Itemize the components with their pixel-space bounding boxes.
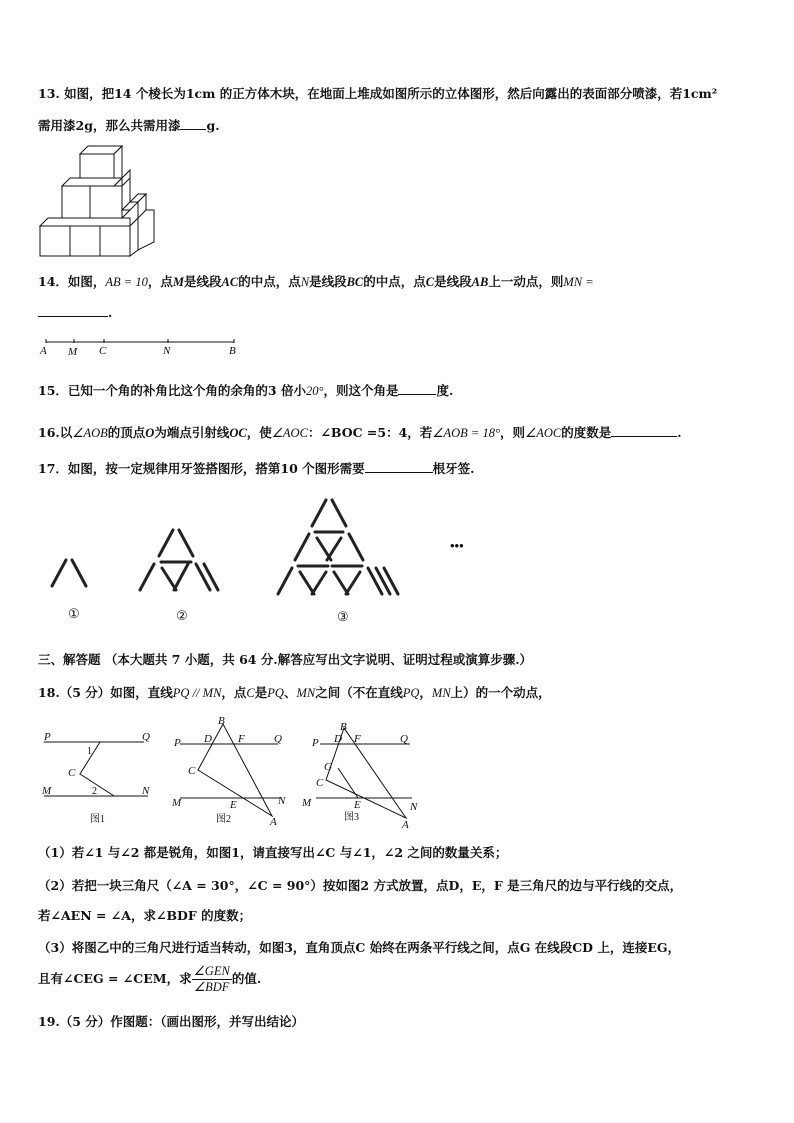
q14-text: 是线段 — [434, 274, 472, 289]
label-q: Q — [142, 731, 150, 743]
label-q: Q — [274, 733, 282, 745]
label-d: D — [204, 733, 212, 745]
q18-text: 上）的一个动点， — [450, 685, 551, 700]
q17-answer-blank[interactable] — [365, 460, 433, 473]
q14-text: 是线段 — [184, 274, 222, 289]
label-c: C — [316, 777, 324, 789]
q18-figure-2 — [168, 712, 292, 828]
caption-fig3: 图3 — [344, 812, 359, 823]
q15-text: ，则这个角是 — [323, 383, 399, 398]
toothpick-pattern-figure — [40, 490, 490, 630]
cube-stack-figure — [38, 146, 156, 258]
q16-text: ，则 — [499, 425, 525, 440]
caption-fig2: 图2 — [216, 814, 231, 825]
segment-eg — [338, 768, 358, 798]
q16-period: . — [677, 425, 682, 440]
q18-part2-line1: （2）若把一块三角尺（∠A = 30°，∠C = 90°）按如图2 方式放置，点D，E，F 是三角尺的边与平行线的交点， — [38, 878, 683, 893]
q16-aob-value: ∠AOB = 18° — [432, 426, 500, 440]
label-n: N — [163, 345, 171, 357]
label-e: E — [354, 799, 361, 811]
q14-text: ，点 — [147, 274, 173, 289]
q18-line — [38, 683, 551, 701]
q18-part2-line2: 若∠AEN = ∠A，求∠BDF 的度数； — [38, 908, 252, 923]
q14-text: 的中点，点 — [238, 274, 301, 289]
q18-line-mn-2: MN — [431, 686, 451, 700]
q18-line-pq: PQ — [267, 686, 284, 700]
label-m: M — [68, 346, 78, 358]
label-a: A — [270, 816, 277, 828]
q14-period: . — [108, 305, 113, 320]
q18-part3-line1: （3）将图乙中的三角尺进行适当转动，如图3，直角顶点C 始终在两条平行线之间，点G 在线段CD 上，连接EG， — [38, 940, 681, 955]
caption-fig1: 图1 — [90, 814, 105, 825]
label-m: M — [42, 785, 52, 797]
figure-label-3: ③ — [337, 609, 349, 624]
q13-line2 — [38, 116, 220, 134]
q18-text: ，点 — [221, 685, 247, 700]
label-p: P — [174, 737, 181, 749]
label-f: F — [238, 733, 245, 745]
q14-mn: MN = — [563, 275, 594, 289]
q18-text: 且有∠CEG = ∠CEM，求 — [38, 971, 192, 986]
q19-line: 19.（5 分）作图题：（画出图形，并写出结论） — [38, 1014, 305, 1029]
q18-text: 、 — [283, 685, 297, 700]
q14-seg-ac: AC — [221, 275, 239, 289]
q14-text: 上一动点，则 — [488, 274, 564, 289]
label-angle-2: 2 — [92, 786, 97, 797]
q17-text: 根牙签. — [432, 461, 475, 476]
q14-answer-line — [38, 304, 112, 320]
label-b: B — [340, 721, 347, 733]
q18-text: 之间（不在直线 — [315, 685, 403, 700]
q18-line-mn: MN — [296, 686, 316, 700]
label-p: P — [44, 731, 51, 743]
ellipsis: ••• — [450, 538, 464, 553]
q18-text: 的值. — [231, 971, 262, 986]
q14-point-m: M — [172, 275, 185, 289]
q15-text: 15．已知一个角的补角比这个角的余角的3 倍小 — [38, 383, 306, 398]
label-n: N — [142, 785, 150, 797]
q16-text: 为端点引射线 — [154, 425, 230, 440]
label-f: F — [354, 733, 361, 745]
q14-text: 是线段 — [309, 274, 347, 289]
q18-fraction — [192, 964, 232, 995]
label-m: M — [172, 797, 182, 809]
label-n: N — [410, 801, 418, 813]
label-p: P — [312, 737, 319, 749]
q14-point-n: N — [300, 275, 310, 289]
label-angle-1: 1 — [87, 746, 92, 757]
q14-text: 14．如图， — [38, 274, 106, 289]
label-b: B — [218, 715, 225, 727]
q17-text: 17．如图，按一定规律用牙签搭图形，搭第10 个图形需要 — [38, 461, 365, 476]
q13-unit: g. — [206, 118, 220, 133]
q18-figure-3 — [300, 720, 424, 832]
q16-point-o: O — [145, 426, 155, 440]
q16-answer-blank[interactable] — [611, 424, 677, 437]
q16-text: ，使 — [246, 425, 272, 440]
segment-ab-figure — [38, 334, 242, 358]
q17-line — [38, 459, 475, 477]
q16-angle-aob: ∠AOB — [72, 426, 108, 440]
figure-label-1: ① — [68, 606, 80, 621]
label-c: C — [188, 765, 196, 777]
broken-line — [80, 742, 114, 796]
q18-text: 是 — [254, 685, 268, 700]
label-c: C — [68, 767, 76, 779]
q16-angle-aoc: ∠AOC — [271, 426, 308, 440]
q18-parallel: PQ // MN — [172, 686, 222, 700]
figure-label-2: ② — [176, 608, 188, 623]
q18-point-c: C — [246, 686, 255, 700]
q13-line1: 13. 如图，把14 个棱长为1cm 的正方体木块，在地面上堆成如图所示的立体图形，然后向露出的表面部分喷漆，若1cm² — [38, 86, 718, 101]
q18-figure-1 — [40, 728, 160, 828]
label-a: A — [402, 819, 409, 831]
fraction-denominator: ∠BDF — [193, 980, 230, 994]
label-a: A — [40, 345, 47, 357]
label-g: G — [324, 761, 332, 773]
q13-answer-blank[interactable] — [180, 117, 206, 130]
q14-text: 的中点，点 — [363, 274, 426, 289]
q16-text: 的顶点 — [107, 425, 146, 440]
q15-angle: 20° — [305, 384, 324, 398]
q18-text: ， — [419, 685, 432, 700]
q16-text: 的度数是 — [561, 425, 612, 440]
q15-line — [38, 381, 453, 399]
q14-answer-blank[interactable] — [38, 304, 108, 317]
q14-seg-ab: AB — [471, 275, 489, 289]
q18-text: 18.（5 分）如图，直线 — [38, 685, 173, 700]
q16-text: 16.以 — [38, 425, 73, 440]
label-n: N — [278, 795, 286, 807]
q16-line — [38, 423, 682, 441]
q16-ratio: ：∠BOC =5：4，若 — [307, 425, 433, 440]
q14-seg-bc: BC — [346, 275, 364, 289]
q15-unit: 度. — [436, 383, 454, 398]
fraction-numerator: ∠GEN — [193, 964, 230, 978]
q13-text: 需用漆2g，那么共需用漆 — [38, 118, 181, 133]
q18-part3-line2 — [38, 964, 261, 995]
q18-line-pq-2: PQ — [402, 686, 420, 700]
section3-heading: 三、解答题 （本大题共 7 小题，共 64 分.解答应写出文字说明、证明过程或演算步骤.） — [38, 652, 533, 667]
label-m: M — [302, 797, 312, 809]
q16-ray-oc: OC — [229, 426, 247, 440]
q14-ab-value: AB = 10 — [105, 275, 148, 289]
label-e: E — [230, 799, 237, 811]
q18-part1: （1）若∠1 与∠2 都是锐角，如图1，请直接写出∠C 与∠1，∠2 之间的数量关系； — [38, 845, 508, 860]
q16-angle-aoc-2: ∠AOC — [525, 426, 562, 440]
label-d: D — [334, 733, 342, 745]
label-c: C — [99, 345, 107, 357]
label-b: B — [229, 345, 236, 357]
q14-line — [38, 272, 594, 290]
q15-answer-blank[interactable] — [398, 382, 436, 395]
label-q: Q — [400, 733, 408, 745]
q14-point-c: C — [425, 275, 435, 289]
